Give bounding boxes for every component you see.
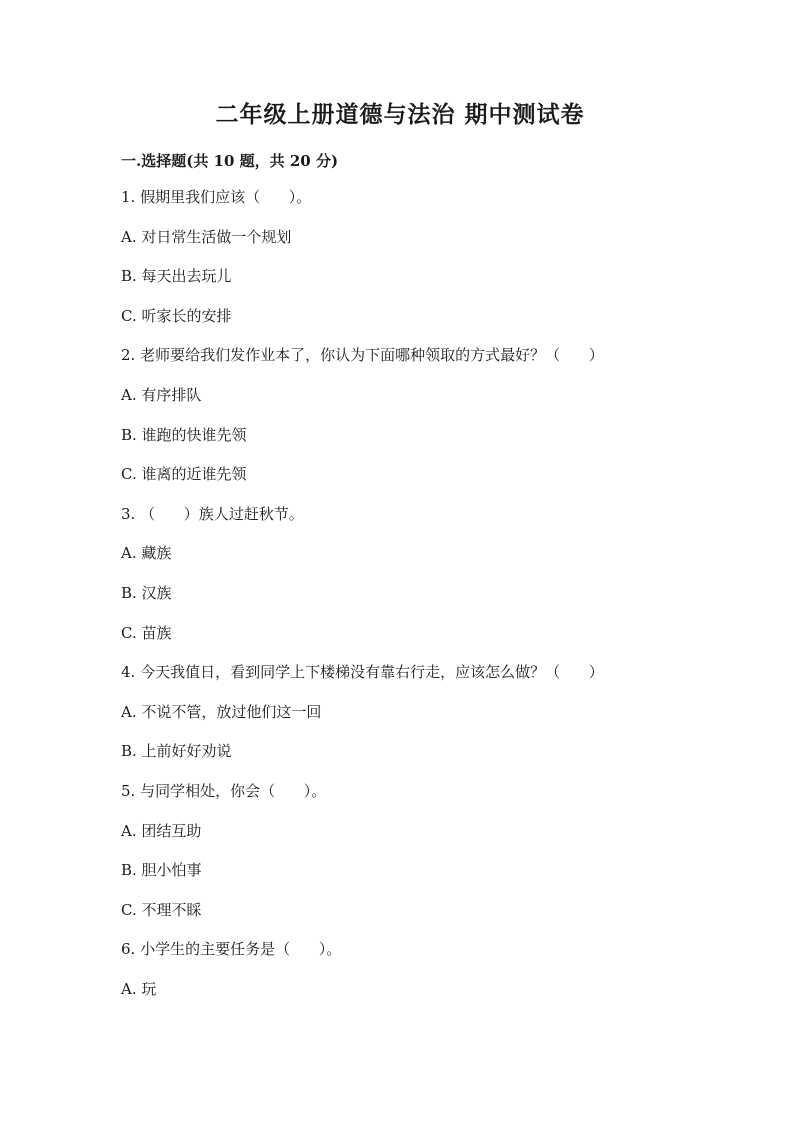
question-2-option-b: B. 谁跑的快谁先领 [121,425,247,444]
question-1-option-c: C. 听家长的安排 [121,306,232,325]
question-3-option-b: B. 汉族 [121,583,172,602]
question-2-stem: 2. 老师要给我们发作业本了，你认为下面哪种领取的方式最好？（ ） [121,346,604,365]
section-heading: 一.选择题(共 10 题，共 20 分) [121,152,339,170]
question-4-option-a: A. 不说不管，放过他们这一回 [121,702,322,721]
page-title: 二年级上册道德与法治 期中测试卷 [215,101,585,128]
question-3-option-a: A. 藏族 [121,544,172,563]
question-5-option-b: B. 胆小怕事 [121,861,202,880]
question-5-option-a: A. 团结互助 [121,821,202,840]
question-list [121,184,721,1015]
question-4-stem: 4. 今天我值日，看到同学上下楼梯没有靠右行走，应该怎么做？（ ） [121,663,604,682]
question-5-option-c: C. 不理不睬 [121,900,202,919]
question-2-option-c: C. 谁离的近谁先领 [121,465,247,484]
question-4-option-b: B. 上前好好劝说 [121,742,232,761]
question-1-option-b: B. 每天出去玩儿 [121,267,232,286]
question-5-stem: 5. 与同学相处，你会（ ）。 [121,781,327,800]
question-1-option-a: A. 对日常生活做一个规划 [121,227,292,246]
question-1-stem: 1. 假期里我们应该（ ）。 [121,188,312,206]
question-6-option-a: A. 玩 [121,979,157,998]
question-6-stem: 6. 小学生的主要任务是（ ）。 [121,940,342,959]
question-3-stem: 3. （ ）族人过赶秋节。 [121,504,304,523]
question-2-option-a: A. 有序排队 [121,385,202,404]
question-3-option-c: C. 苗族 [121,623,172,642]
